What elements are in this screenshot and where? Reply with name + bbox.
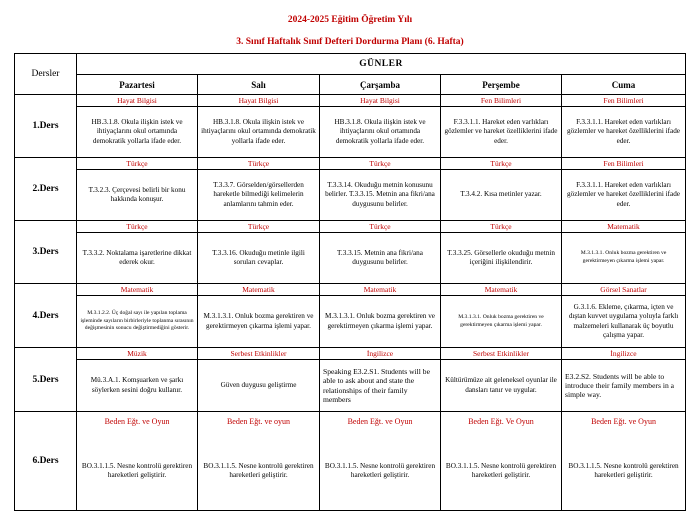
table-row	[15, 221, 686, 284]
schedule-cell	[320, 348, 441, 412]
subject-name: Matematik	[77, 284, 197, 296]
lesson-label: 5.Ders	[15, 348, 77, 412]
schedule-table	[14, 53, 686, 511]
subject-name: Türkçe	[441, 158, 561, 170]
objective-text	[198, 360, 319, 411]
objective-text-content: T.3.3.2. Noktalama işaretlerine dikkat ederek okur.	[82, 248, 192, 266]
objective-text	[441, 296, 561, 347]
objective-text	[441, 432, 561, 510]
objective-text-content: T.3.3.15. Metnin ana fikri/ana duygusunu belirler.	[337, 248, 423, 266]
schedule-cell	[320, 158, 441, 221]
schedule-cell	[441, 95, 562, 158]
objective-text-content: BO.3.1.1.5. Nesne kontrolü gerektiren hareketleri geliştirir.	[445, 461, 557, 479]
objective-text	[562, 107, 685, 157]
day-header: Pazartesi	[77, 75, 198, 95]
schedule-cell	[562, 412, 686, 511]
schedule-cell	[320, 412, 441, 511]
schedule-cell	[77, 158, 198, 221]
table-row	[15, 412, 686, 511]
subject-name: Hayat Bilgisi	[198, 95, 319, 107]
objective-text	[320, 360, 440, 411]
objective-text-content: HB.3.1.8. Okula ilişkin istek ve ihtiyaçlarını okul ortamında demokratik yollarla ifade eder.	[91, 117, 183, 145]
dersler-header: Dersler	[15, 54, 77, 95]
subject-name: Türkçe	[441, 221, 561, 233]
day-header: Salı	[198, 75, 320, 95]
schedule-cell	[441, 221, 562, 284]
schedule-cell	[77, 221, 198, 284]
objective-text-content: HB.3.1.8. Okula ilişkin istek ve ihtiyaçlarını okul ortamında demokratik yollarla ifade eder.	[201, 117, 316, 145]
subject-name: Matematik	[441, 284, 561, 296]
day-header: Çarşamba	[320, 75, 441, 95]
schedule-cell	[198, 158, 320, 221]
lesson-label: 3.Ders	[15, 221, 77, 284]
objective-text-content: M.3.1.2.2. Üç doğal sayı ile yapılan toplama işleminde sayıların birbirleriyle toplanma sırasının değişmesinin sonucu değiştirmediğini gösterir.	[80, 310, 194, 332]
table-row	[15, 158, 686, 221]
objective-text-content: M.3.1.3.1. Onluk bozma gerektiren ve gerektirmeyen çıkarma işlemi yapar.	[458, 313, 544, 328]
lesson-label: 6.Ders	[15, 412, 77, 511]
objective-text	[320, 296, 440, 347]
subject-name: Matematik	[198, 284, 319, 296]
subject-name: Hayat Bilgisi	[320, 95, 440, 107]
schedule-cell	[198, 284, 320, 348]
schedule-cell	[562, 221, 686, 284]
objective-text-content: T.3.2.3. Çerçevesi belirli bir konu hakkında konuşur.	[88, 185, 186, 203]
subject-name: İngilizce	[562, 348, 685, 360]
schedule-cell	[77, 284, 198, 348]
objective-text	[77, 107, 197, 157]
subject-name: Beden Eğt. ve Oyun	[347, 417, 413, 426]
objective-text-content: T.3.4.2. Kısa metinler yazar.	[460, 190, 542, 199]
subject-name: Hayat Bilgisi	[77, 95, 197, 107]
objective-text	[198, 233, 319, 283]
schedule-cell	[320, 221, 441, 284]
day-header: Perşembe	[441, 75, 562, 95]
objective-text-content: Kültürümüze ait geleneksel oyunlar ile dansları tanır ve uygular.	[445, 376, 557, 394]
schedule-cell	[562, 158, 686, 221]
objective-text-content: T.3.3.16. Okuduğu metinle ilgili soruları cevaplar.	[212, 248, 305, 266]
schedule-cell	[562, 348, 686, 412]
objective-text	[562, 296, 685, 347]
subject-name: Türkçe	[77, 221, 197, 233]
objective-text	[198, 170, 319, 220]
table-row	[15, 284, 686, 348]
objective-text	[320, 233, 440, 283]
objective-text-content: BO.3.1.1.5. Nesne kontrolü gerektiren hareketleri geliştirir.	[81, 461, 193, 479]
objective-text	[320, 170, 440, 220]
objective-text-content: M.3.1.3.1. Onluk bozma gerektiren ve gerektirmeyen çıkarma işlemi yapar.	[203, 312, 314, 330]
objective-text-content: F.3.3.1.1. Hareket eden varlıkları gözlemler ve hareket özelliklerini ifade eder.	[567, 180, 680, 208]
schedule-cell	[198, 95, 320, 158]
schedule-cell	[198, 412, 320, 511]
subject-name: Matematik	[562, 221, 685, 233]
page-subtitle: 3. Sınıf Haftalık Sınıf Defteri Dordurma Planı (6. Hafta)	[236, 37, 464, 47]
subject-name: Görsel Sanatlar	[562, 284, 685, 296]
schedule-cell	[562, 284, 686, 348]
objective-text-content: Speaking E3.2.S1. Students will be able to ask about and state the relationships of their family members	[323, 367, 430, 404]
subject-name: Türkçe	[320, 221, 440, 233]
objective-text-content: BO.3.1.1.5. Nesne kontrolü gerektiren hareketleri geliştirir.	[324, 461, 436, 479]
schedule-cell	[77, 348, 198, 412]
objective-text	[441, 107, 561, 157]
subject-name: Türkçe	[198, 158, 319, 170]
objective-text-content: BO.3.1.1.5. Nesne kontrolü gerektiren hareketleri geliştirir.	[568, 461, 679, 479]
objective-text-content: M.3.1.3.1. Onluk bozma gerektiren ve gerektirmeyen çıkarma işlemi yapar.	[325, 312, 435, 330]
schedule-cell	[320, 284, 441, 348]
objective-text-content: Mü.3.A.1. Komşuarken ve şarkı söylerken sesini doğru kullanır.	[90, 376, 184, 394]
day-header: Cuma	[562, 75, 686, 95]
objective-text	[441, 170, 561, 220]
objective-text	[441, 233, 561, 283]
schedule-cell	[320, 95, 441, 158]
gunler-header: GÜNLER	[77, 54, 686, 75]
objective-text	[320, 432, 440, 510]
objective-text	[562, 432, 685, 510]
objective-text-content: T.3.3.25. Görsellerle okuduğu metnin içeriğini ilişkilendirir.	[447, 248, 555, 266]
objective-text-content: M.3.1.3.1. Onluk bozma gerektiren ve gerektirmeyen çıkarma işlemi yapar.	[580, 250, 667, 264]
schedule-cell	[198, 221, 320, 284]
subject-name: İngilizce	[320, 348, 440, 360]
objective-text-content: E3.2.S2. Students will be able to introduce their family members in a simple way.	[565, 371, 675, 400]
subject-name: Fen Bilimleri	[562, 95, 685, 107]
objective-text	[562, 233, 685, 283]
objective-text	[77, 233, 197, 283]
lesson-label: 1.Ders	[15, 95, 77, 158]
objective-text	[77, 296, 197, 347]
objective-text	[441, 360, 561, 411]
subject-name: Türkçe	[77, 158, 197, 170]
subject-name: Fen Bilimleri	[441, 95, 561, 107]
schedule-cell	[441, 284, 562, 348]
subject-name: Beden Eğt. Ve Oyun	[468, 417, 534, 426]
objective-text-content: T.3.3.7. Görselden/görsellerden hareketle bilmediği kelimelerin anlamlarını tahmin eder.	[213, 180, 304, 208]
lesson-label: 4.Ders	[15, 284, 77, 348]
schedule-cell	[441, 412, 562, 511]
objective-text	[320, 107, 440, 157]
schedule-cell	[441, 348, 562, 412]
table-row	[15, 348, 686, 412]
lesson-label: 2.Ders	[15, 158, 77, 221]
schedule-cell	[77, 95, 198, 158]
objective-text	[198, 107, 319, 157]
objective-text-content: HB.3.1.8. Okula ilişkin istek ve ihtiyaçlarını okul ortamında demokratik yollarla ifade eder.	[334, 117, 426, 145]
objective-text	[198, 296, 319, 347]
objective-text-content: F.3.3.1.1. Hareket eden varlıkları gözlemler ve hareket özelliklerini ifade eder.	[567, 117, 680, 145]
schedule-cell	[77, 412, 198, 511]
subject-name: Matematik	[320, 284, 440, 296]
objective-text-content: G.3.1.6. Ekleme, çıkarma, içten ve dıştan kuvvet uygulama yoluyla farklı malzemeleri kullanarak üç boyutlu çalışma yapar.	[568, 302, 679, 339]
schedule-cell	[198, 348, 320, 412]
page-title: 2024-2025 Eğitim Öğretim Yılı	[287, 15, 413, 25]
subject-name: Serbest Etkinlikler	[441, 348, 561, 360]
objective-text-content: Güven duygusu geliştirme	[220, 380, 297, 389]
subject-name: Beden Eğt. ve oyun	[226, 417, 291, 426]
objective-text-content: F.3.3.1.1. Hareket eden varlıkları gözlemler ve hareket özelliklerini ifade eder.	[444, 117, 558, 145]
subject-name: Müzik	[77, 348, 197, 360]
objective-text-content: T.3.3.14. Okuduğu metnin konusunu belirler. T.3.3.15. Metnin ana fikri/ana duygusunu belirler.	[325, 180, 435, 208]
subject-name: Beden Eğt. ve Oyun	[104, 417, 170, 426]
objective-text	[77, 360, 197, 411]
objective-text	[198, 432, 319, 510]
subject-name: Fen Bilimleri	[562, 158, 685, 170]
objective-text-content: BO.3.1.1.5. Nesne kontrolü gerektiren hareketleri geliştirir.	[203, 461, 314, 479]
objective-text	[77, 170, 197, 220]
objective-text	[77, 432, 197, 510]
subject-name: Beden Eğt. ve Oyun	[591, 417, 656, 426]
objective-text	[562, 170, 685, 220]
objective-text	[562, 360, 685, 411]
subject-name: Serbest Etkinlikler	[198, 348, 319, 360]
schedule-cell	[441, 158, 562, 221]
schedule-cell	[562, 95, 686, 158]
subject-name: Türkçe	[198, 221, 319, 233]
table-row	[15, 95, 686, 158]
subject-name: Türkçe	[320, 158, 440, 170]
